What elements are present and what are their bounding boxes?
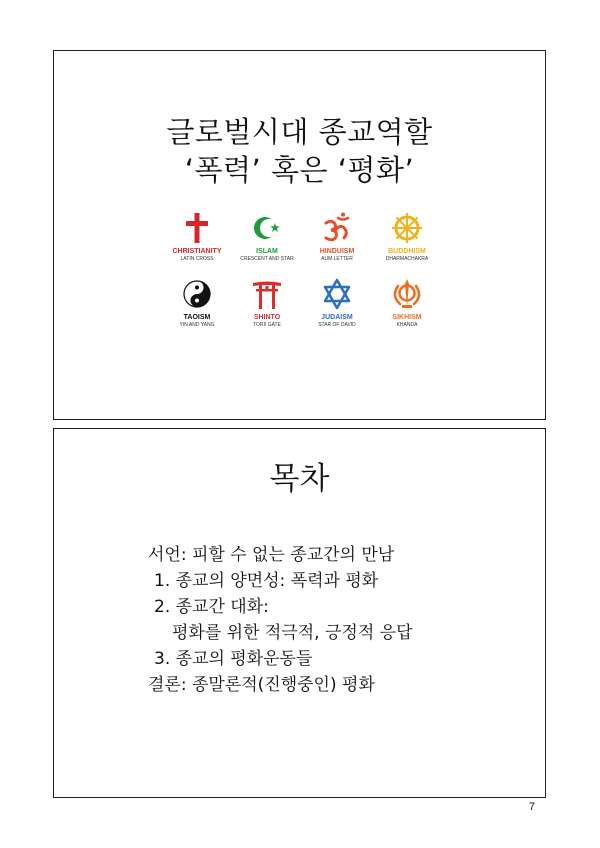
symbol-judaism [302,277,372,328]
symbol-subtitle: STAR OF DAVID [318,322,356,328]
symbol-subtitle: KHANDA [396,322,418,328]
aum-icon [320,211,354,245]
toc-item-2: 2. 종교간 대화: [154,597,269,617]
symbol-subtitle: LATIN CROSS [180,256,214,262]
symbol-islam [232,211,302,262]
religion-symbols-grid [162,211,442,336]
title-line-1: 글로벌시대 종교역할 [166,115,433,149]
symbol-subtitle: TORII GATE [253,322,281,328]
star-of-david-icon [320,277,354,311]
symbol-sikhism [372,277,442,328]
symbol-name: BUDDHISM [388,248,426,255]
symbol-name: CHRISTIANITY [172,248,222,255]
crescent-star-icon [250,211,284,245]
symbol-subtitle: DHARMACHAKRA [385,256,429,262]
toc-item-intro: 서언: 피할 수 없는 종교간의 만남 [148,545,395,565]
slide-1 [53,50,546,420]
symbol-name: SIKHISM [392,314,422,321]
symbol-buddhism [372,211,442,262]
slide-2-title: 목차 [269,461,330,497]
symbol-shinto [232,277,302,328]
symbol-name: ISLAM [256,248,278,255]
toc-item-3: 3. 종교의 평화운동들 [154,649,313,669]
symbol-name: TAOISM [183,314,211,321]
symbol-name: JUDAISM [321,314,353,321]
toc-item-conclusion: 결론: 종말론적(진행중인) 평화 [148,675,375,695]
khanda-icon [390,277,424,311]
title-line-2: ‘폭력’ 혹은 ‘평화’ [184,153,415,187]
symbol-taoism [162,277,232,328]
symbol-name: SHINTO [253,314,281,321]
table-of-contents [148,542,413,698]
dharmachakra-icon [390,211,424,245]
symbol-hinduism [302,211,372,262]
toc-item-2-sub: 평화를 위한 적극적, 긍정적 응답 [172,623,413,643]
page-number: 7 [528,801,535,813]
yin-yang-icon [180,277,214,311]
toc-item-1: 1. 종교의 양면성: 폭력과 평화 [154,571,379,591]
symbol-name: HINDUISM [319,248,355,255]
symbol-subtitle: YIN AND YANG [179,322,215,328]
symbol-subtitle: CRESCENT AND STAR [240,256,294,262]
slide-1-title [54,113,545,189]
torii-gate-icon [250,277,284,311]
symbol-christianity [162,211,232,262]
latin-cross-icon [180,211,214,245]
symbol-subtitle: AUM LETTER [321,256,353,262]
slide-2 [53,428,546,798]
